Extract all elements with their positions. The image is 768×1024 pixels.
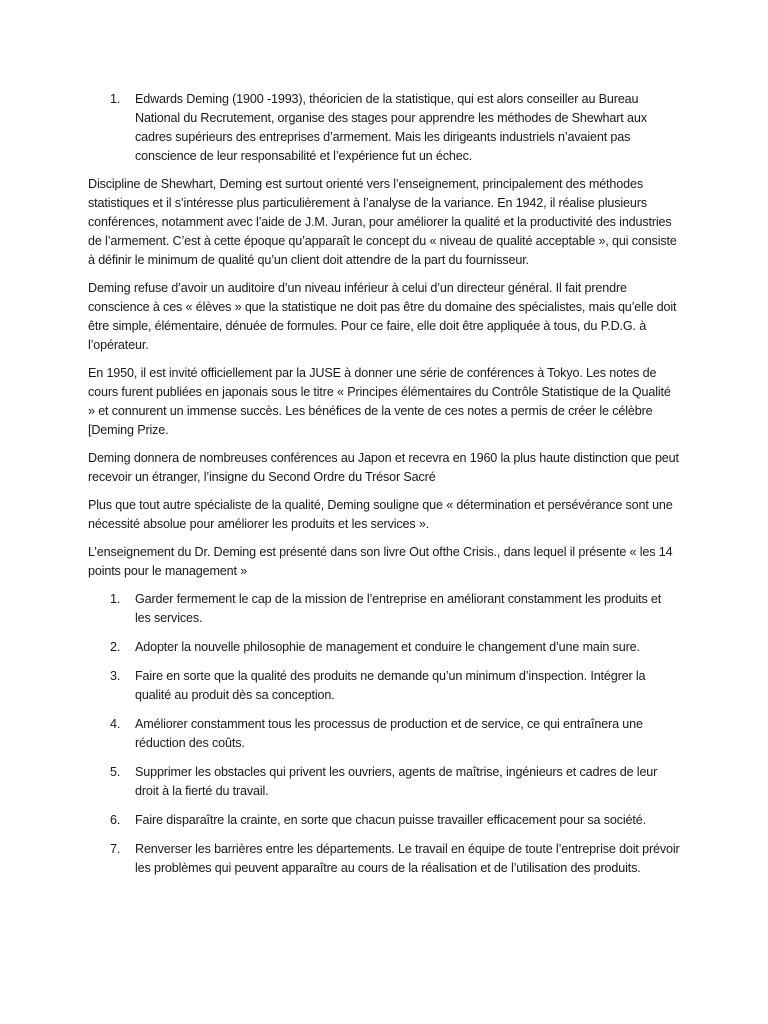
- list-item-number: 2.: [110, 640, 121, 654]
- paragraph-auditoire: Deming refuse d’avoir un auditoire d’un niveau inférieur à celui d’un directeur général. Il fait prendre conscience à ces « élèves » que la statistique ne doit pas être du domaine des spécialistes, mais qu’elle doit être simple, élémentaire, dénuée de formules. Pour ce faire, elle doit être appliquée à tous, du P.D.G. à l’opérateur.: [88, 281, 677, 352]
- paragraph-perseverance: Plus que tout autre spécialiste de la qualité, Deming souligne que « détermination et persévérance sont une nécessité absolue pour améliorer les produits et les services ».: [88, 498, 673, 531]
- list-item-number: 1.: [110, 92, 121, 106]
- list-item: [88, 638, 680, 657]
- document-page: [88, 90, 680, 888]
- list-item-text: Edwards Deming (1900 -1993), théoricien de la statistique, qui est alors conseiller au Bureau National du Recrutement, organise des stages pour apprendre les méthodes de Shewhart aux cadres supérieurs des entreprises d’armement. Mais les dirigeants industriels n’avaient pas conscience de leur responsabilité et l’expérience fut un échec.: [135, 92, 647, 163]
- paragraph-1950: En 1950, il est invité officiellement par la JUSE à donner une série de conférences à Tokyo. Les notes de cours furent publiées en japonais sous le titre « Principes élémentaires du Contrôle Statistique de la Qualité » et connurent un immense succès. Les bénéfices de la vente de ces notes a permis de créer le célèbre [Deming Prize.: [88, 366, 671, 437]
- list-item-number: 7.: [110, 842, 121, 856]
- list-item: [88, 590, 680, 628]
- list-item-text: Faire en sorte que la qualité des produits ne demande qu’un minimum d’inspection. Intégrer la qualité au produit dès sa conception.: [135, 669, 646, 702]
- list-item-text: Améliorer constamment tous les processus de production et de service, ce qui entraînera une réduction des coûts.: [135, 717, 643, 750]
- list-item: [88, 763, 680, 801]
- list-item-text: Faire disparaître la crainte, en sorte que chacun puisse travailler efficacement pour sa société.: [135, 813, 646, 827]
- list-item-text: Renverser les barrières entre les départements. Le travail en équipe de toute l’entreprise doit prévoir les problèmes qui peuvent apparaître au cours de la réalisation et de l’utilisation des produits.: [135, 842, 680, 875]
- list-item: [88, 840, 680, 878]
- intro-list: [88, 90, 680, 166]
- list-item: [88, 667, 680, 705]
- paragraph-japon: Deming donnera de nombreuses conférences au Japon et recevra en 1960 la plus haute distinction que peut recevoir un étranger, l’insigne du Second Ordre du Trésor Sacré: [88, 451, 679, 484]
- list-item: [88, 90, 680, 166]
- list-item: [88, 811, 680, 830]
- list-item-number: 5.: [110, 765, 121, 779]
- paragraph-enseignement: L’enseignement du Dr. Deming est présenté dans son livre Out ofthe Crisis., dans lequel il présente « les 14 points pour le management »: [88, 545, 673, 578]
- list-item-number: 6.: [110, 813, 121, 827]
- list-item-number: 1.: [110, 592, 121, 606]
- paragraph-shewhart: Discipline de Shewhart, Deming est surtout orienté vers l’enseignement, principalement des méthodes statistiques et il s’intéresse plus particulièrement à l’analyse de la variance. En 1942, il réalise plusieurs conférences, notamment avec l’aide de J.M. Juran, pour améliorer la qualité et la productivité des industries de l’armement. C’est à cette époque qu’apparaît le concept du « niveau de qualité acceptable », qui consiste à définir le minimum de qualité qu’un client doit attendre de la part du fournisseur.: [88, 177, 677, 267]
- list-item-text: Garder fermement le cap de la mission de l’entreprise en améliorant constamment les produits et les services.: [135, 592, 662, 625]
- list-item-text: Supprimer les obstacles qui privent les ouvriers, agents de maîtrise, ingénieurs et cadres de leur droit à la fierté du travail.: [135, 765, 658, 798]
- list-item-text: Adopter la nouvelle philosophie de management et conduire le changement d’une main sure.: [135, 640, 640, 654]
- list-item-number: 4.: [110, 717, 121, 731]
- management-points-list: [88, 590, 680, 878]
- list-item-number: 3.: [110, 669, 121, 683]
- list-item: [88, 715, 680, 753]
